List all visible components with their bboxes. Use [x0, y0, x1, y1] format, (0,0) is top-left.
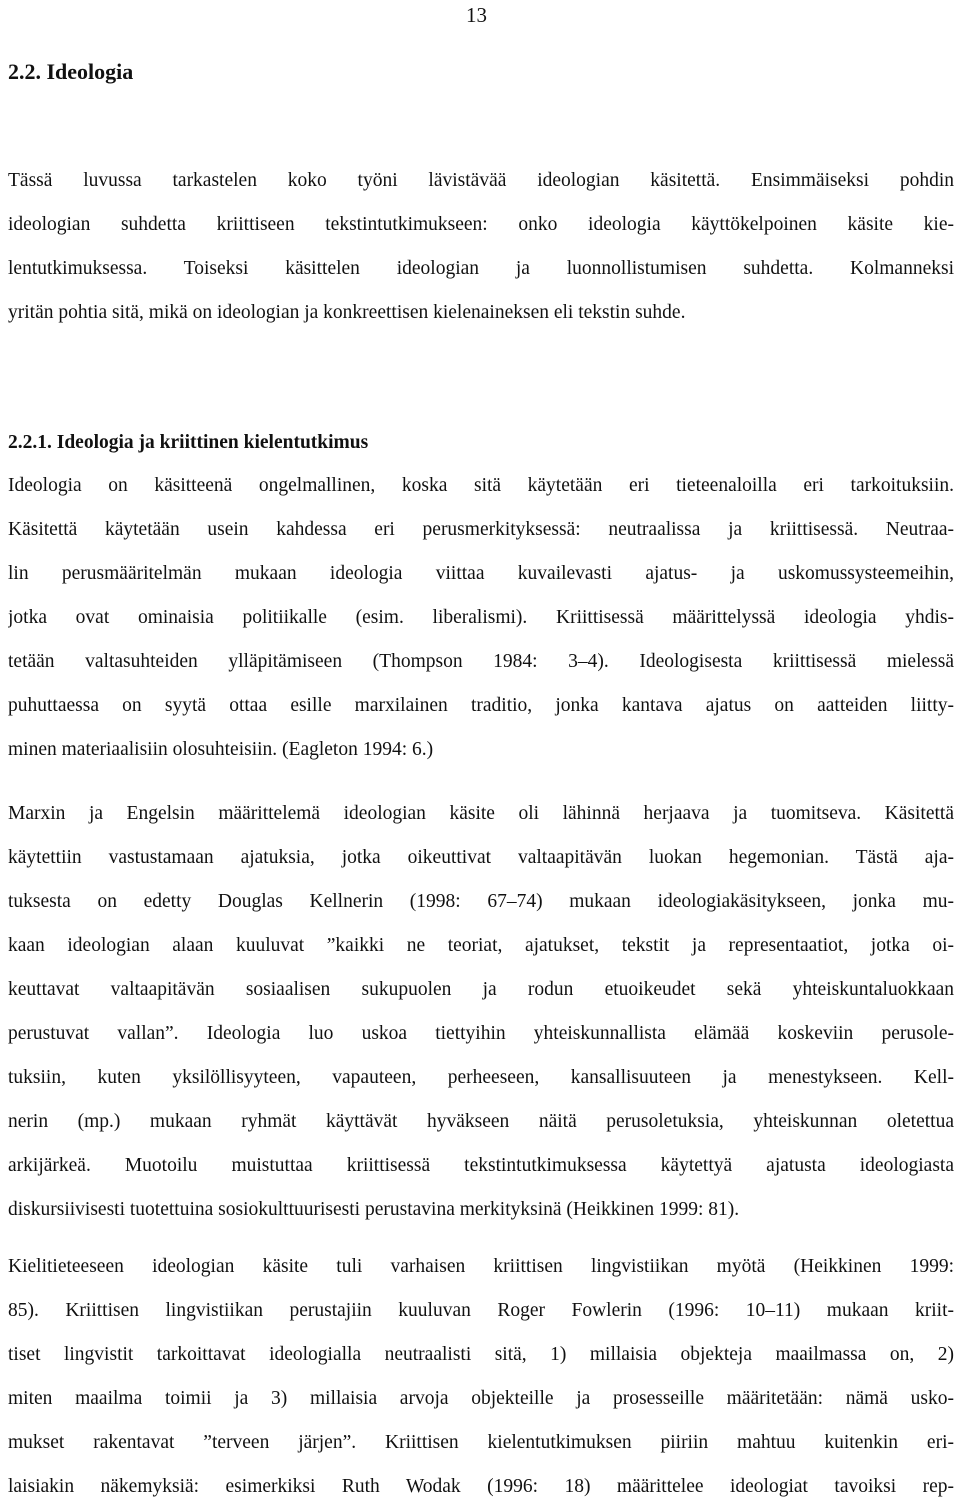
text-line: tiset lingvistit tarkoittavat ideologialla neutraalisti sitä, 1) millaisia objekteja maailmassa on, 2) [8, 1344, 954, 1365]
text-line: tuksiin, kuten yksilöllisyyteen, vapauteen, perheeseen, kansallisuuteen ja menestykseen. Kell- [8, 1067, 954, 1088]
text-line: arkijärkeä. Muotoilu muistuttaa kriittisessä tekstintutkimuksessa käytettyä ajatusta ideologiasta [8, 1155, 954, 1176]
subsection-title: 2.2.1. Ideologia ja kriittinen kielentutkimus [8, 432, 369, 453]
section-title: 2.2. Ideologia [8, 59, 134, 84]
text-line: Ideologia on käsitteenä ongelmallinen, koska sitä käytetään eri tieteenaloilla eri tarkoituksiin. [8, 475, 954, 496]
text-line: perustuvat vallan”. Ideologia luo uskoa tiettyihin yhteiskunnallista elämää koskeviin perusole- [8, 1023, 954, 1044]
text-line: Tässä luvussa tarkastelen koko työni lävistävää ideologian käsitettä. Ensimmäiseksi pohdin [8, 170, 954, 191]
text-line: Marxin ja Engelsin määrittelemä ideologian käsite oli lähinnä herjaava ja tuomitseva. Käsitettä [8, 803, 954, 824]
text-line: Kielitieteeseen ideologian käsite tuli varhaisen kriittisen lingvistiikan myötä (Heikkinen 1999: [8, 1256, 954, 1277]
paragraph-1 [8, 464, 954, 772]
text-line: ideologian suhdetta kriittiseen tekstintutkimukseen: onko ideologia käyttökelpoinen käsite kie- [8, 214, 954, 235]
text-line: jotka ovat ominaisia politiikalle (esim. liberalismi). Kriittisessä määrittelyssä ideologia yhdis- [8, 607, 954, 628]
text-line: diskursiivisesti tuotettuina sosiokulttuurisesti perustavina merkityksinä (Heikkinen 1999: 81). [8, 1199, 740, 1220]
text-line: käytettiin vastustamaan ajatuksia, jotka oikeuttivat valtaapitävän luokan hegemonian. Tästä aja- [8, 847, 954, 868]
text-line: Käsitettä käytetään usein kahdessa eri perusmerkityksessä: neutraalissa ja kriittisessä. Neutraa- [8, 519, 954, 540]
text-line: puhuttaessa on syytä ottaa esille marxilainen traditio, jonka kantava ajatus on aatteiden liitty- [8, 695, 954, 716]
paragraph-2 [8, 792, 954, 1232]
intro-paragraph [8, 159, 954, 335]
text-line: 85). Kriittisen lingvistiikan perustajiin kuuluvan Roger Fowlerin (1996: 10–11) mukaan kriit- [8, 1300, 954, 1321]
text-line: yritän pohtia sitä, mikä on ideologian ja konkreettisen kielenaineksen eli tekstin suhde. [8, 302, 686, 323]
text-line: keuttavat valtaapitävän sosiaalisen sukupuolen ja rodun etuoikeudet sekä yhteiskuntaluokkaan [8, 979, 954, 1000]
text-line: lin perusmääritelmän mukaan ideologia viittaa kuvailevasti ajatus- ja uskomussysteemeihin, [8, 563, 954, 584]
text-line: minen materiaalisiin olosuhteisiin. (Eagleton 1994: 6.) [8, 739, 434, 760]
text-line: miten maailma toimii ja 3) millaisia arvoja objekteille ja prosesseille määritetään: nämä usko- [8, 1388, 954, 1409]
paragraph-3 [8, 1245, 954, 1509]
page-number: 13 [466, 3, 487, 27]
text-line: tetään valtasuhteiden ylläpitämiseen (Thompson 1984: 3–4). Ideologisesta kriittisessä mielessä [8, 651, 954, 672]
text-line: lentutkimuksessa. Toiseksi käsittelen ideologian ja luonnollistumisen suhdetta. Kolmanneksi [8, 258, 954, 279]
text-line: tuksesta on edetty Douglas Kellnerin (1998: 67–74) mukaan ideologiakäsitykseen, jonka mu- [8, 891, 954, 912]
text-line: kaan ideologian alaan kuuluvat ”kaikki ne teoriat, ajatukset, tekstit ja representaatiot, jotka oi- [8, 935, 954, 956]
text-line: mukset rakentavat ”terveen järjen”. Kriittisen kielentutkimuksen piiriin mahtuu kuitenkin eri- [8, 1432, 954, 1453]
text-line: laisiakin näkemyksiä: esimerkiksi Ruth Wodak (1996: 18) määrittelee ideologiat tavoiksi rep- [8, 1476, 954, 1497]
text-line: nerin (mp.) mukaan ryhmät käyttävät hyväkseen näitä perusoletuksia, yhteiskunnan oletettua [8, 1111, 954, 1132]
